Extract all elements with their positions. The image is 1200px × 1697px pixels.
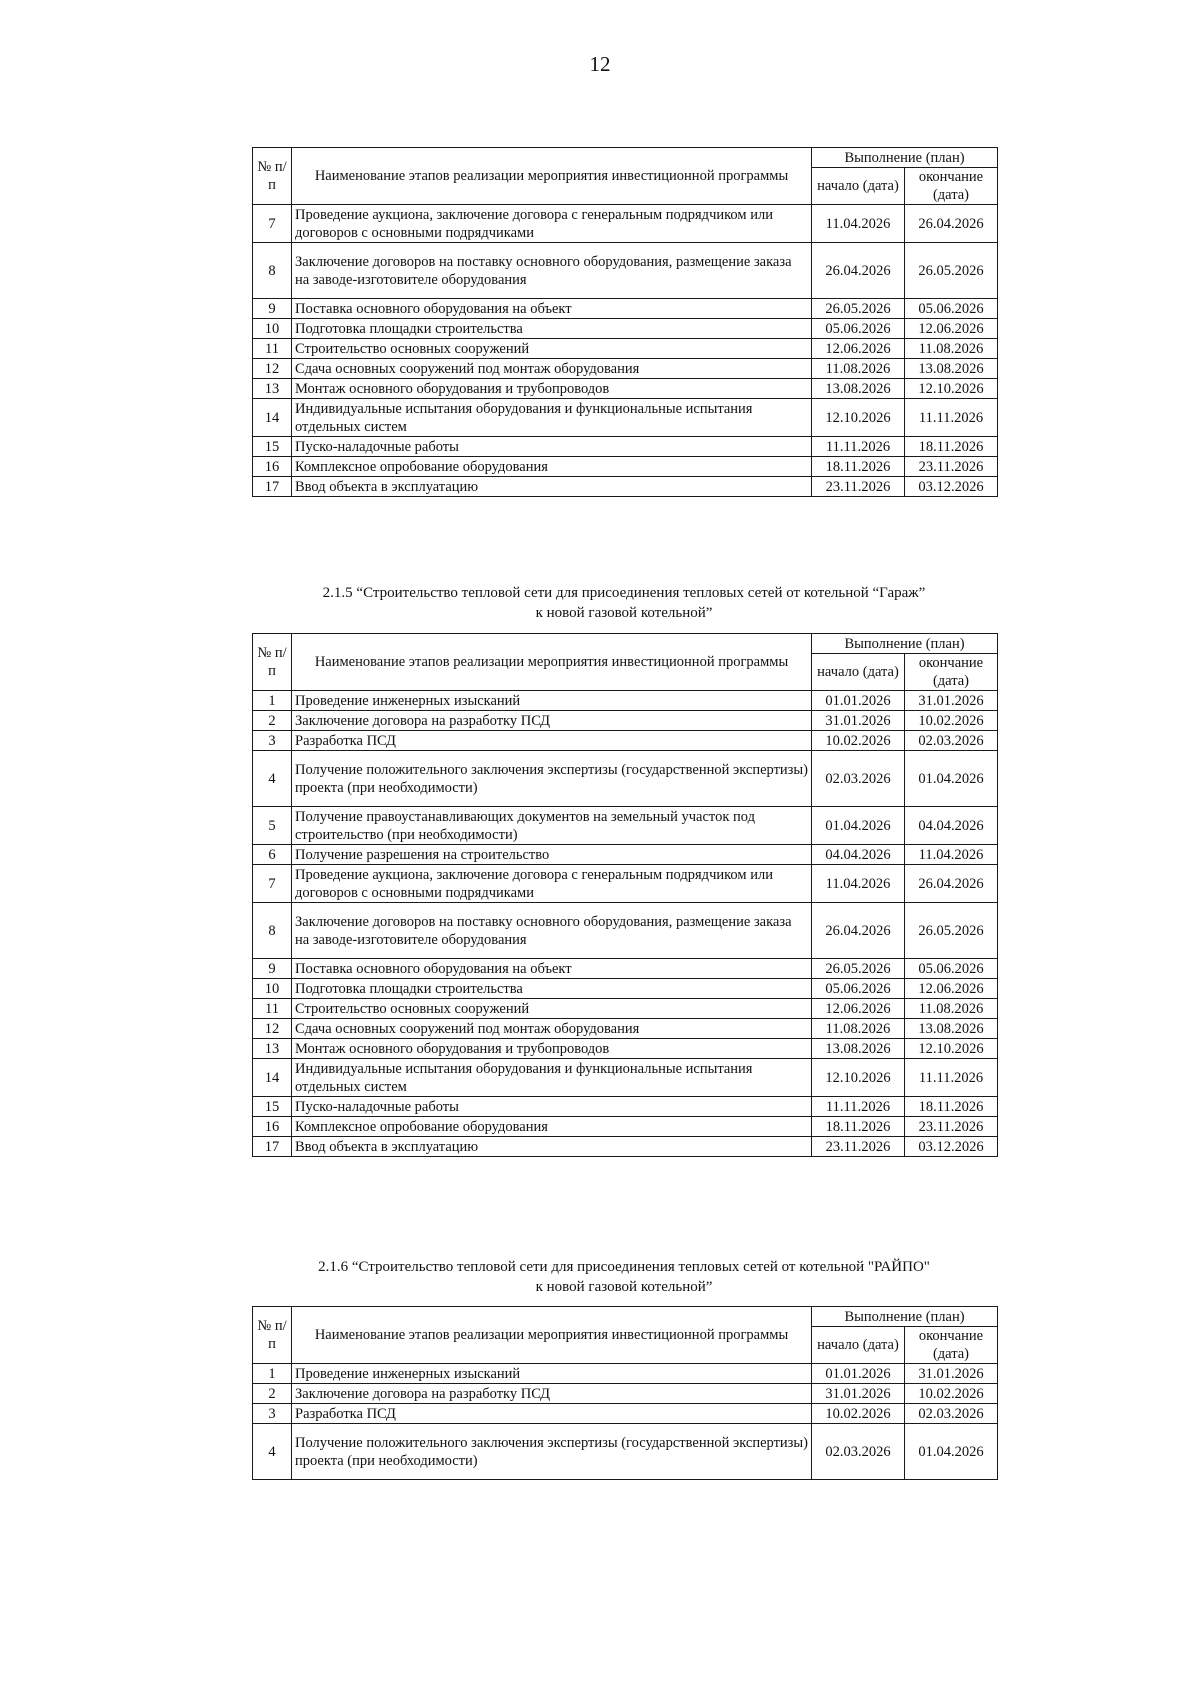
header-execution: Выполнение (план) xyxy=(812,1307,998,1327)
table-row xyxy=(253,1404,998,1424)
row-name: Пуско-наладочные работы xyxy=(292,437,812,457)
header-start: начало (дата) xyxy=(812,654,905,691)
row-end: 12.06.2026 xyxy=(905,319,998,339)
row-num: 1 xyxy=(253,691,292,711)
row-start: 11.04.2026 xyxy=(812,865,905,903)
table-row xyxy=(253,379,998,399)
row-end: 02.03.2026 xyxy=(905,731,998,751)
row-start: 02.03.2026 xyxy=(812,751,905,807)
row-end: 18.11.2026 xyxy=(905,437,998,457)
row-end: 13.08.2026 xyxy=(905,359,998,379)
row-num: 12 xyxy=(253,359,292,379)
header-start: начало (дата) xyxy=(812,168,905,205)
row-end: 31.01.2026 xyxy=(905,691,998,711)
schedule-table-1 xyxy=(252,147,998,497)
row-start: 11.08.2026 xyxy=(812,359,905,379)
table-row xyxy=(253,359,998,379)
table-row xyxy=(253,979,998,999)
row-start: 12.10.2026 xyxy=(812,399,905,437)
section-title-2-1-6 xyxy=(0,1257,1200,1297)
row-name: Разработка ПСД xyxy=(292,1404,812,1424)
row-name: Получение правоустанавливающих документов на земельный участок под строительство (при необходимости) xyxy=(292,807,812,845)
row-end: 12.06.2026 xyxy=(905,979,998,999)
row-name: Поставка основного оборудования на объект xyxy=(292,299,812,319)
row-name: Строительство основных сооружений xyxy=(292,999,812,1019)
row-end: 11.08.2026 xyxy=(905,339,998,359)
table-row xyxy=(253,1059,998,1097)
table-row xyxy=(253,903,998,959)
row-num: 10 xyxy=(253,979,292,999)
table-row xyxy=(253,959,998,979)
row-name: Сдача основных сооружений под монтаж оборудования xyxy=(292,359,812,379)
row-num: 14 xyxy=(253,399,292,437)
row-end: 26.05.2026 xyxy=(905,243,998,299)
row-num: 12 xyxy=(253,1019,292,1039)
row-end: 11.08.2026 xyxy=(905,999,998,1019)
row-start: 13.08.2026 xyxy=(812,379,905,399)
row-end: 11.11.2026 xyxy=(905,1059,998,1097)
row-num: 17 xyxy=(253,477,292,497)
row-end: 23.11.2026 xyxy=(905,457,998,477)
row-end: 05.06.2026 xyxy=(905,959,998,979)
row-name: Индивидуальные испытания оборудования и функциональные испытания отдельных систем xyxy=(292,1059,812,1097)
row-name: Проведение аукциона, заключение договора с генеральным подрядчиком или договоров с основными подрядчиками xyxy=(292,865,812,903)
row-start: 01.01.2026 xyxy=(812,1364,905,1384)
row-num: 11 xyxy=(253,339,292,359)
row-name: Подготовка площадки строительства xyxy=(292,979,812,999)
row-num: 15 xyxy=(253,1097,292,1117)
row-start: 31.01.2026 xyxy=(812,1384,905,1404)
row-num: 16 xyxy=(253,457,292,477)
row-name: Ввод объекта в эксплуатацию xyxy=(292,477,812,497)
row-start: 11.11.2026 xyxy=(812,437,905,457)
row-num: 1 xyxy=(253,1364,292,1384)
row-end: 26.04.2026 xyxy=(905,205,998,243)
section-title-2-1-5 xyxy=(0,583,1200,623)
row-name: Заключение договора на разработку ПСД xyxy=(292,711,812,731)
table-row xyxy=(253,1097,998,1117)
row-end: 26.05.2026 xyxy=(905,903,998,959)
schedule-table-2 xyxy=(252,633,998,1157)
table-row xyxy=(253,477,998,497)
section-title-line-2: к новой газовой котельной” xyxy=(535,1279,713,1295)
row-name: Сдача основных сооружений под монтаж оборудования xyxy=(292,1019,812,1039)
table-row xyxy=(253,457,998,477)
row-name: Ввод объекта в эксплуатацию xyxy=(292,1137,812,1157)
table-row xyxy=(253,339,998,359)
row-num: 14 xyxy=(253,1059,292,1097)
table-row xyxy=(253,243,998,299)
row-end: 10.02.2026 xyxy=(905,711,998,731)
table-row xyxy=(253,865,998,903)
row-num: 6 xyxy=(253,845,292,865)
row-start: 13.08.2026 xyxy=(812,1039,905,1059)
table-row xyxy=(253,1384,998,1404)
table-row xyxy=(253,731,998,751)
row-num: 17 xyxy=(253,1137,292,1157)
row-end: 03.12.2026 xyxy=(905,477,998,497)
row-num: 3 xyxy=(253,1404,292,1424)
row-name: Получение положительного заключения экспертизы (государственной экспертизы) проекта (при необходимости) xyxy=(292,1424,812,1480)
section-title-line-1: 2.1.5 “Строительство тепловой сети для присоединения тепловых сетей от котельной “Гараж” xyxy=(322,585,926,601)
row-end: 11.11.2026 xyxy=(905,399,998,437)
section-title-line-2: к новой газовой котельной” xyxy=(535,605,713,621)
table-row xyxy=(253,1039,998,1059)
row-start: 11.08.2026 xyxy=(812,1019,905,1039)
row-start: 05.06.2026 xyxy=(812,319,905,339)
row-num: 11 xyxy=(253,999,292,1019)
row-start: 26.04.2026 xyxy=(812,903,905,959)
row-start: 10.02.2026 xyxy=(812,1404,905,1424)
header-end: окончание (дата) xyxy=(905,168,998,205)
table-row xyxy=(253,299,998,319)
row-end: 12.10.2026 xyxy=(905,379,998,399)
row-start: 02.03.2026 xyxy=(812,1424,905,1480)
row-num: 2 xyxy=(253,1384,292,1404)
table-row xyxy=(253,205,998,243)
table-row xyxy=(253,319,998,339)
header-execution: Выполнение (план) xyxy=(812,634,998,654)
row-end: 02.03.2026 xyxy=(905,1404,998,1424)
row-start: 11.11.2026 xyxy=(812,1097,905,1117)
row-num: 13 xyxy=(253,379,292,399)
table-row xyxy=(253,1137,998,1157)
row-name: Индивидуальные испытания оборудования и функциональные испытания отдельных систем xyxy=(292,399,812,437)
row-num: 13 xyxy=(253,1039,292,1059)
row-start: 04.04.2026 xyxy=(812,845,905,865)
row-end: 01.04.2026 xyxy=(905,751,998,807)
row-name: Монтаж основного оборудования и трубопроводов xyxy=(292,1039,812,1059)
header-name: Наименование этапов реализации мероприятия инвестиционной программы xyxy=(292,148,812,205)
table-row xyxy=(253,691,998,711)
header-execution: Выполнение (план) xyxy=(812,148,998,168)
row-name: Пуско-наладочные работы xyxy=(292,1097,812,1117)
table-row xyxy=(253,399,998,437)
header-start: начало (дата) xyxy=(812,1327,905,1364)
row-num: 7 xyxy=(253,205,292,243)
row-num: 4 xyxy=(253,1424,292,1480)
row-start: 10.02.2026 xyxy=(812,731,905,751)
table-row xyxy=(253,845,998,865)
row-end: 04.04.2026 xyxy=(905,807,998,845)
table-row xyxy=(253,1424,998,1480)
row-num: 8 xyxy=(253,243,292,299)
row-num: 15 xyxy=(253,437,292,457)
row-name: Монтаж основного оборудования и трубопроводов xyxy=(292,379,812,399)
row-start: 26.05.2026 xyxy=(812,959,905,979)
row-name: Заключение договоров на поставку основного оборудования, размещение заказа на заводе-изготовителе оборудования xyxy=(292,243,812,299)
header-num: № п/п xyxy=(253,148,292,205)
row-start: 01.01.2026 xyxy=(812,691,905,711)
row-start: 12.06.2026 xyxy=(812,339,905,359)
table-row xyxy=(253,711,998,731)
table-row xyxy=(253,1364,998,1384)
row-end: 05.06.2026 xyxy=(905,299,998,319)
row-name: Проведение инженерных изысканий xyxy=(292,1364,812,1384)
row-num: 9 xyxy=(253,959,292,979)
row-num: 9 xyxy=(253,299,292,319)
header-end: окончание (дата) xyxy=(905,654,998,691)
table-row xyxy=(253,807,998,845)
row-start: 18.11.2026 xyxy=(812,1117,905,1137)
schedule-table-3 xyxy=(252,1306,998,1480)
row-start: 05.06.2026 xyxy=(812,979,905,999)
row-name: Получение разрешения на строительство xyxy=(292,845,812,865)
row-start: 01.04.2026 xyxy=(812,807,905,845)
row-name: Получение положительного заключения экспертизы (государственной экспертизы) проекта (при необходимости) xyxy=(292,751,812,807)
row-num: 4 xyxy=(253,751,292,807)
row-end: 31.01.2026 xyxy=(905,1364,998,1384)
table-row xyxy=(253,1117,998,1137)
row-end: 11.04.2026 xyxy=(905,845,998,865)
row-end: 10.02.2026 xyxy=(905,1384,998,1404)
header-num: № п/п xyxy=(253,1307,292,1364)
row-num: 3 xyxy=(253,731,292,751)
row-start: 18.11.2026 xyxy=(812,457,905,477)
header-end: окончание (дата) xyxy=(905,1327,998,1364)
row-name: Подготовка площадки строительства xyxy=(292,319,812,339)
table-row xyxy=(253,751,998,807)
row-num: 7 xyxy=(253,865,292,903)
row-num: 10 xyxy=(253,319,292,339)
row-end: 03.12.2026 xyxy=(905,1137,998,1157)
table-row xyxy=(253,1019,998,1039)
row-name: Комплексное опробование оборудования xyxy=(292,1117,812,1137)
row-num: 5 xyxy=(253,807,292,845)
row-name: Поставка основного оборудования на объект xyxy=(292,959,812,979)
row-start: 23.11.2026 xyxy=(812,1137,905,1157)
row-num: 8 xyxy=(253,903,292,959)
row-end: 23.11.2026 xyxy=(905,1117,998,1137)
row-start: 26.04.2026 xyxy=(812,243,905,299)
page-number: 12 xyxy=(589,52,611,76)
row-name: Проведение аукциона, заключение договора с генеральным подрядчиком или договоров с основными подрядчиками xyxy=(292,205,812,243)
row-start: 23.11.2026 xyxy=(812,477,905,497)
row-name: Комплексное опробование оборудования xyxy=(292,457,812,477)
row-name: Заключение договора на разработку ПСД xyxy=(292,1384,812,1404)
header-name: Наименование этапов реализации мероприятия инвестиционной программы xyxy=(292,1307,812,1364)
row-start: 31.01.2026 xyxy=(812,711,905,731)
row-end: 26.04.2026 xyxy=(905,865,998,903)
row-end: 01.04.2026 xyxy=(905,1424,998,1480)
section-title-line-1: 2.1.6 “Строительство тепловой сети для присоединения тепловых сетей от котельной "РАЙПО" xyxy=(318,1259,930,1275)
row-end: 12.10.2026 xyxy=(905,1039,998,1059)
header-name: Наименование этапов реализации мероприятия инвестиционной программы xyxy=(292,634,812,691)
row-start: 12.06.2026 xyxy=(812,999,905,1019)
row-num: 16 xyxy=(253,1117,292,1137)
row-name: Строительство основных сооружений xyxy=(292,339,812,359)
row-name: Разработка ПСД xyxy=(292,731,812,751)
row-start: 11.04.2026 xyxy=(812,205,905,243)
table-row xyxy=(253,999,998,1019)
row-name: Заключение договоров на поставку основного оборудования, размещение заказа на заводе-изготовителе оборудования xyxy=(292,903,812,959)
row-start: 26.05.2026 xyxy=(812,299,905,319)
row-num: 2 xyxy=(253,711,292,731)
header-num: № п/п xyxy=(253,634,292,691)
row-start: 12.10.2026 xyxy=(812,1059,905,1097)
row-name: Проведение инженерных изысканий xyxy=(292,691,812,711)
row-end: 18.11.2026 xyxy=(905,1097,998,1117)
table-row xyxy=(253,437,998,457)
row-end: 13.08.2026 xyxy=(905,1019,998,1039)
